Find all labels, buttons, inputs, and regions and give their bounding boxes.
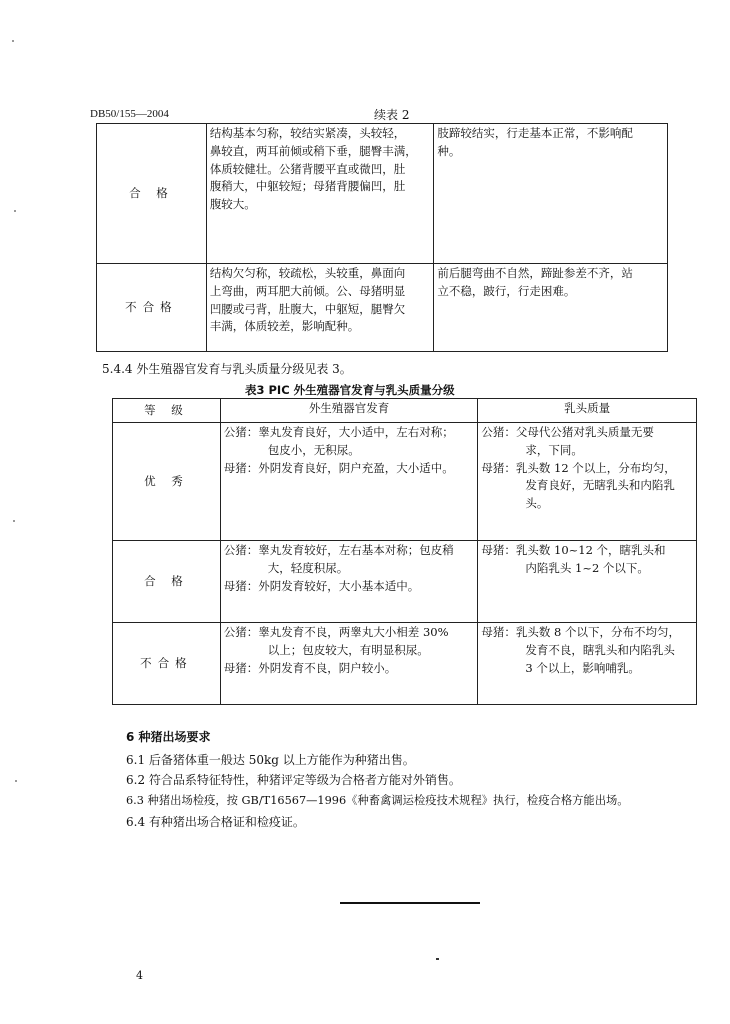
cell-line: 3 个以上，影响哺乳。	[525, 660, 640, 675]
cell-line: 前后腿弯曲不自然，蹄趾参差不齐，站	[437, 266, 633, 280]
teat-cell	[478, 541, 697, 623]
cell-line: 丰满，体质较差，影响配种。	[209, 319, 360, 334]
table-3	[112, 398, 697, 705]
cell-line: 结构基本匀称，较结实紧凑，头较轻，	[209, 126, 406, 140]
cell-line: 母猪：外阴发育不良，阴户较小。	[223, 660, 397, 675]
grade-cell: 合 格	[113, 541, 221, 623]
table-row	[113, 423, 697, 541]
cell-line: 鼻较直，两耳前倾或稍下垂，腿臀丰满，	[209, 143, 417, 158]
cell-line: 公猪：父母代公猪对乳头质量无要	[481, 425, 654, 439]
cell-line: 以上；包皮较大，有明显积尿。	[267, 642, 429, 657]
clause-6-1: 6.1 后备猪体重一般达 50kg 以上方能作为种猪出售。	[126, 753, 415, 767]
cell-line: 发育良好，无瞎乳头和内陷乳	[525, 478, 675, 493]
section-6-heading: 6 种猪出场要求	[126, 730, 211, 744]
cell-line: 肢蹄较结实，行走基本正常，不影响配	[437, 126, 633, 140]
grade-cell: 合 格	[97, 124, 207, 264]
genital-cell	[220, 623, 478, 705]
teat-cell	[478, 423, 697, 541]
cell-line: 上弯曲，两耳肥大前倾。公、母猪明显	[209, 283, 406, 298]
genital-cell	[220, 423, 478, 541]
cell-line: 发育不良，瞎乳头和内陷乳头	[525, 642, 675, 657]
cell-line: 母猪：外阴发育良好，阴户充盈，大小适中。	[223, 460, 454, 475]
clause-6-3: 6.3 种猪出场检疫，按 GB/T16567—1996《种畜禽调运检疫技术规程》执行，检疫合格方能出场。	[126, 794, 629, 807]
cell-line: 母猪：乳头数 8 个以下，分布不均匀，	[481, 625, 680, 639]
table-row	[97, 264, 668, 352]
grade-cell: 不合格	[97, 264, 207, 352]
cell-line: 母猪：乳头数 10~12 个，瞎乳头和	[481, 543, 666, 557]
scan-speck	[14, 210, 16, 212]
cell-line: 结构欠匀称，较疏松，头较重，鼻面向	[209, 266, 406, 280]
clause-6-2: 6.2 符合品系特征特性，种猪评定等级为合格者方能对外销售。	[126, 773, 461, 787]
document-code: DB50/155—2004	[90, 108, 169, 120]
limbs-cell	[434, 264, 668, 352]
table-header-row	[113, 399, 697, 423]
cell-line: 体质较健壮。公猪背腰平直或微凹，肚	[209, 161, 406, 176]
cell-line: 公猪：睾丸发育良好，大小适中，左右对称；	[223, 425, 454, 439]
scan-speck	[12, 40, 14, 42]
conformation-cell	[206, 264, 434, 352]
cell-line: 头。	[525, 496, 549, 511]
table-row	[113, 541, 697, 623]
cell-line: 公猪：睾丸发育较好，左右基本对称；包皮稍	[223, 543, 454, 557]
grade-cell: 优 秀	[113, 423, 221, 541]
cell-line: 母猪：外阴发育较好，大小基本适中。	[223, 578, 420, 593]
limbs-cell	[434, 124, 668, 264]
cell-line: 立不稳，跛行，行走困难。	[437, 283, 576, 298]
page-number: 4	[136, 969, 143, 982]
cell-line: 腹较大。	[209, 197, 256, 212]
column-header: 等 级	[113, 399, 221, 423]
cell-line: 包皮小，无积尿。	[267, 442, 360, 457]
genital-cell	[220, 541, 478, 623]
cell-line: 凹腰或弓背，肚腹大，中躯短，腿臀欠	[209, 301, 406, 316]
column-header: 乳头质量	[478, 399, 697, 423]
scan-speck	[13, 520, 15, 522]
cell-line: 腹稍大，中躯较短；母猪背腰偏凹，肚	[209, 179, 406, 194]
cell-line: 大，轻度积尿。	[267, 560, 349, 575]
cell-line: 公猪：睾丸发育不良，两睾丸大小相差 30%	[223, 625, 449, 639]
scan-speck	[436, 958, 439, 960]
cell-line: 求，下同。	[525, 442, 583, 457]
cell-line: 内陷乳头 1~2 个以下。	[525, 560, 649, 575]
table-2-continued	[96, 123, 668, 352]
clause-5-4-4: 5.4.4 外生殖器官发育与乳头质量分级见表 3。	[102, 362, 352, 376]
table-row	[113, 623, 697, 705]
conformation-cell	[206, 124, 434, 264]
cell-line: 母猪：乳头数 12 个以上，分布均匀，	[481, 460, 676, 475]
cell-line: 种。	[437, 143, 461, 158]
table-row	[97, 124, 668, 264]
end-rule	[340, 902, 480, 904]
table-3-caption: 表3 PIC 外生殖器官发育与乳头质量分级	[245, 383, 455, 397]
continued-table-title: 续表 2	[374, 108, 410, 122]
clause-6-4: 6.4 有种猪出场合格证和检疫证。	[126, 815, 305, 829]
column-header: 外生殖器官发育	[220, 399, 478, 423]
grade-cell: 不合格	[113, 623, 221, 705]
teat-cell	[478, 623, 697, 705]
scan-speck	[15, 780, 17, 782]
